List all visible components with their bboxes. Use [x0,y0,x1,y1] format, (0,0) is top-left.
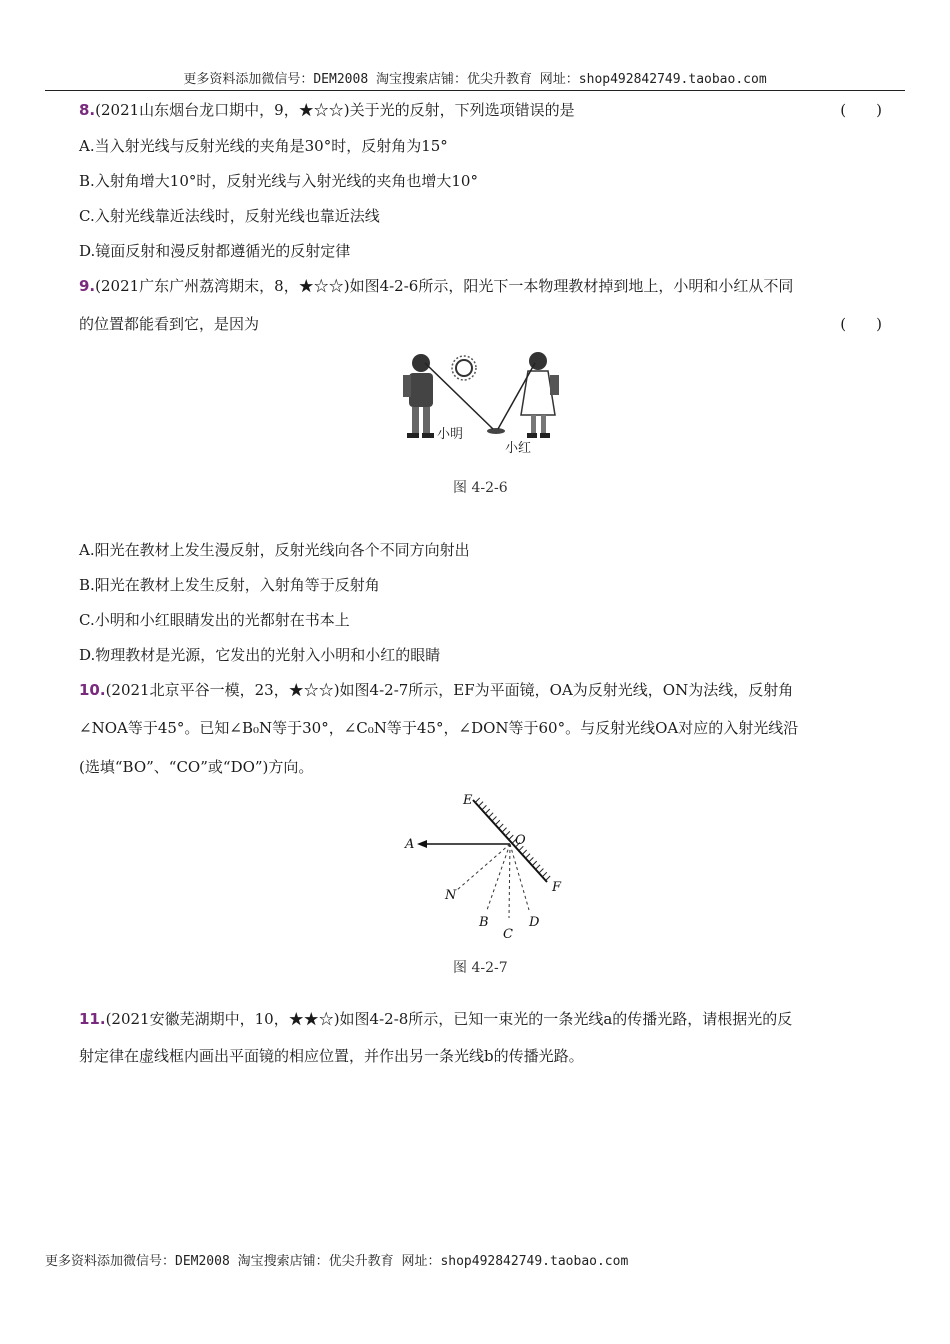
q10-line3: (选填“BO”、“CO”或“DO”)方向。 [79,758,314,776]
q8-answer-paren: ( ) [840,101,882,119]
q8-stem-line [79,99,575,121]
q9-option-a: A.阳光在教材上发生漫反射，反射光线向各个不同方向射出 [79,541,470,559]
figure-4-2-6-caption: 图 4-2-6 [453,480,508,496]
sun-icon [452,356,476,380]
q8-option-d: D.镜面反射和漫反射都遵循光的反射定律 [79,242,351,260]
figure-4-2-6 [395,345,575,460]
q9-answer-paren: ( ) [840,315,882,333]
q8-option-a: A.当入射光线与反射光线的夹角是30°时，反射角为15° [79,137,448,155]
label-e: E [463,793,473,808]
mirror-hatch [473,796,552,882]
label-c: C [503,927,513,942]
q10-number: 10. [79,681,106,699]
q10-line1 [79,679,793,701]
label-d: D [529,915,540,930]
figure-4-2-7 [395,790,575,945]
q10-line2: ∠NOA等于45°。已知∠B₀N等于30°，∠C₀N等于45°，∠DON等于60°。与反射光线OA对应的入射光线沿 [79,719,799,737]
q11-line2: 射定律在虚线框内画出平面镜的相应位置，并作出另一条光线b的传播光路。 [79,1047,584,1065]
q8-number: 8. [79,101,96,119]
q9-number: 9. [79,277,96,295]
figure-4-2-7-caption: 图 4-2-7 [453,960,508,976]
ray-oa-arrowhead [417,840,427,848]
q9-option-c: C.小明和小红眼睛发出的光都射在书本上 [79,611,350,629]
q8-option-b: B.入射角增大10°时，反射光线与入射光线的夹角也增大10° [79,172,478,190]
q11-stem-1: (2021安徽芜湖期中，10，★★☆)如图4-2-8所示，已知一束光的一条光线a的传播光路，请根据光的反 [105,1010,793,1028]
xiaohong-figure [521,352,559,438]
q9-stem-1: (2021广东广州荔湾期末，8，★☆☆)如图4-2-6所示，阳光下一本物理教材掉到地上，小明和小红从不同 [95,277,794,295]
q9-stem-line2: 的位置都能看到它，是因为 [79,315,260,333]
label-b: B [479,915,489,930]
q9-stem-line1 [79,275,793,297]
q8-stem: (2021山东烟台龙口期中，9，★☆☆)关于光的反射，下列选项错误的是 [95,101,575,119]
label-n: N [445,888,457,903]
ray-bo [487,844,510,910]
page-footer: 更多资料添加微信号：DEM2008 淘宝搜索店铺：优尖升教育 网址：shop492842749.taobao.com [45,1254,629,1269]
q11-number: 11. [79,1010,106,1028]
ray-co [509,844,510,918]
label-xiaoming: 小明 [437,427,464,442]
label-o: O [515,833,526,848]
page-header: 更多资料添加微信号：DEM2008 淘宝搜索店铺：优尖升教育 网址：shop492842749.taobao.com [45,68,905,91]
label-xiaohong: 小红 [505,441,532,456]
q8-option-c: C.入射光线靠近法线时，反射光线也靠近法线 [79,207,380,225]
q11-line1 [79,1008,792,1030]
q9-option-d: D.物理教材是光源，它发出的光射入小明和小红的眼睛 [79,646,441,664]
q10-stem-1: (2021北京平谷一模，23，★☆☆)如图4-2-7所示，EF为平面镜，OA为反射光线，ON为法线，反射角 [105,681,794,699]
label-a: A [405,837,415,852]
book-icon [487,428,505,434]
q9-option-b: B.阳光在教材上发生反射，入射角等于反射角 [79,576,380,594]
label-f: F [552,880,562,895]
